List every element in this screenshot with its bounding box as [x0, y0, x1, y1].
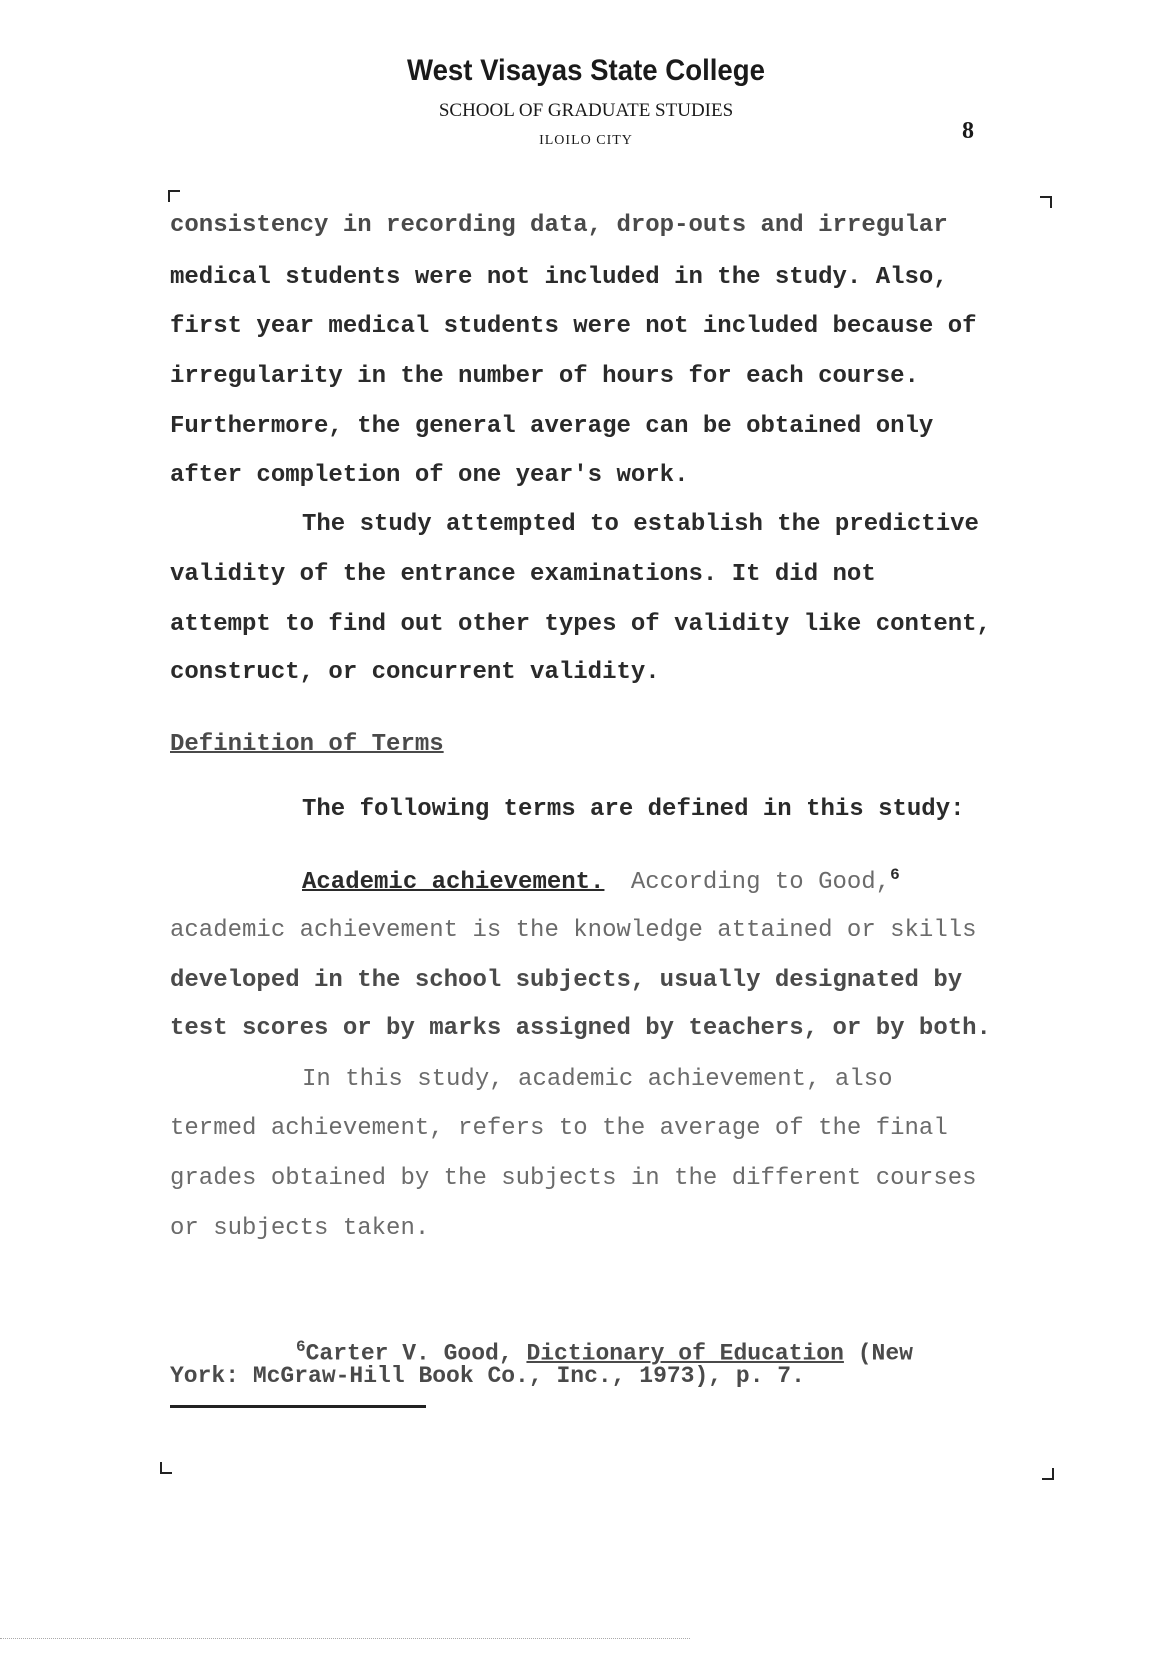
frame-corner-top-left: [168, 190, 180, 202]
body-line: irregularity in the number of hours for each course.: [170, 363, 919, 390]
term-label: Academic achievement.: [302, 869, 605, 896]
frame-corner-bottom-right: [1042, 1468, 1054, 1480]
body-line: construct, or concurrent validity.: [170, 659, 660, 686]
term-definition-lead: According to Good,: [630, 869, 891, 896]
footnote-author: Carter V. Good,: [305, 1340, 527, 1367]
institution-title: West Visayas State College: [407, 54, 765, 87]
city-name: ILOILO CITY: [539, 133, 633, 148]
footnote-number: 6: [296, 1338, 306, 1356]
body-line: or subjects taken.: [170, 1215, 430, 1242]
footnote-rule: [170, 1405, 426, 1408]
footnote-title: Dictionary of Education: [526, 1340, 844, 1367]
school-name: SCHOOL OF GRADUATE STUDIES: [438, 100, 734, 121]
body-line: attempt to find out other types of validity like content,: [170, 611, 991, 638]
body-line: In this study, academic achievement, also: [302, 1066, 893, 1093]
footnote-publisher-start: (New: [843, 1340, 913, 1367]
body-line: test scores or by marks assigned by teachers, or by both.: [170, 1015, 991, 1042]
body-line: medical students were not included in the study. Also,: [170, 264, 948, 291]
body-line: Furthermore, the general average can be obtained only: [170, 413, 934, 440]
page-number: 8: [962, 118, 974, 144]
body-line: The following terms are defined in this study:: [302, 796, 965, 823]
term-line: [302, 866, 900, 896]
frame-corner-bottom-left: [160, 1462, 172, 1474]
frame-corner-top-right: [1040, 196, 1052, 208]
body-line: academic achievement is the knowledge attained or skills: [170, 917, 977, 944]
body-line: The study attempted to establish the predictive: [302, 511, 979, 538]
section-heading: Definition of Terms: [170, 731, 444, 758]
scan-edge: [0, 1632, 690, 1639]
footnote-line-2: York: McGraw-Hill Book Co., Inc., 1973), p. 7.: [170, 1363, 805, 1389]
body-line: termed achievement, refers to the average of the final: [170, 1115, 948, 1142]
body-line: consistency in recording data, drop-outs and irregular: [170, 212, 948, 239]
footnote-reference: 6: [890, 866, 900, 884]
body-line: developed in the school subjects, usually designated by: [170, 967, 963, 994]
body-line: after completion of one year's work.: [170, 462, 689, 489]
body-line: grades obtained by the subjects in the different courses: [170, 1165, 977, 1192]
body-line: first year medical students were not included because of: [170, 313, 977, 340]
body-line: validity of the entrance examinations. It did not: [170, 561, 876, 588]
